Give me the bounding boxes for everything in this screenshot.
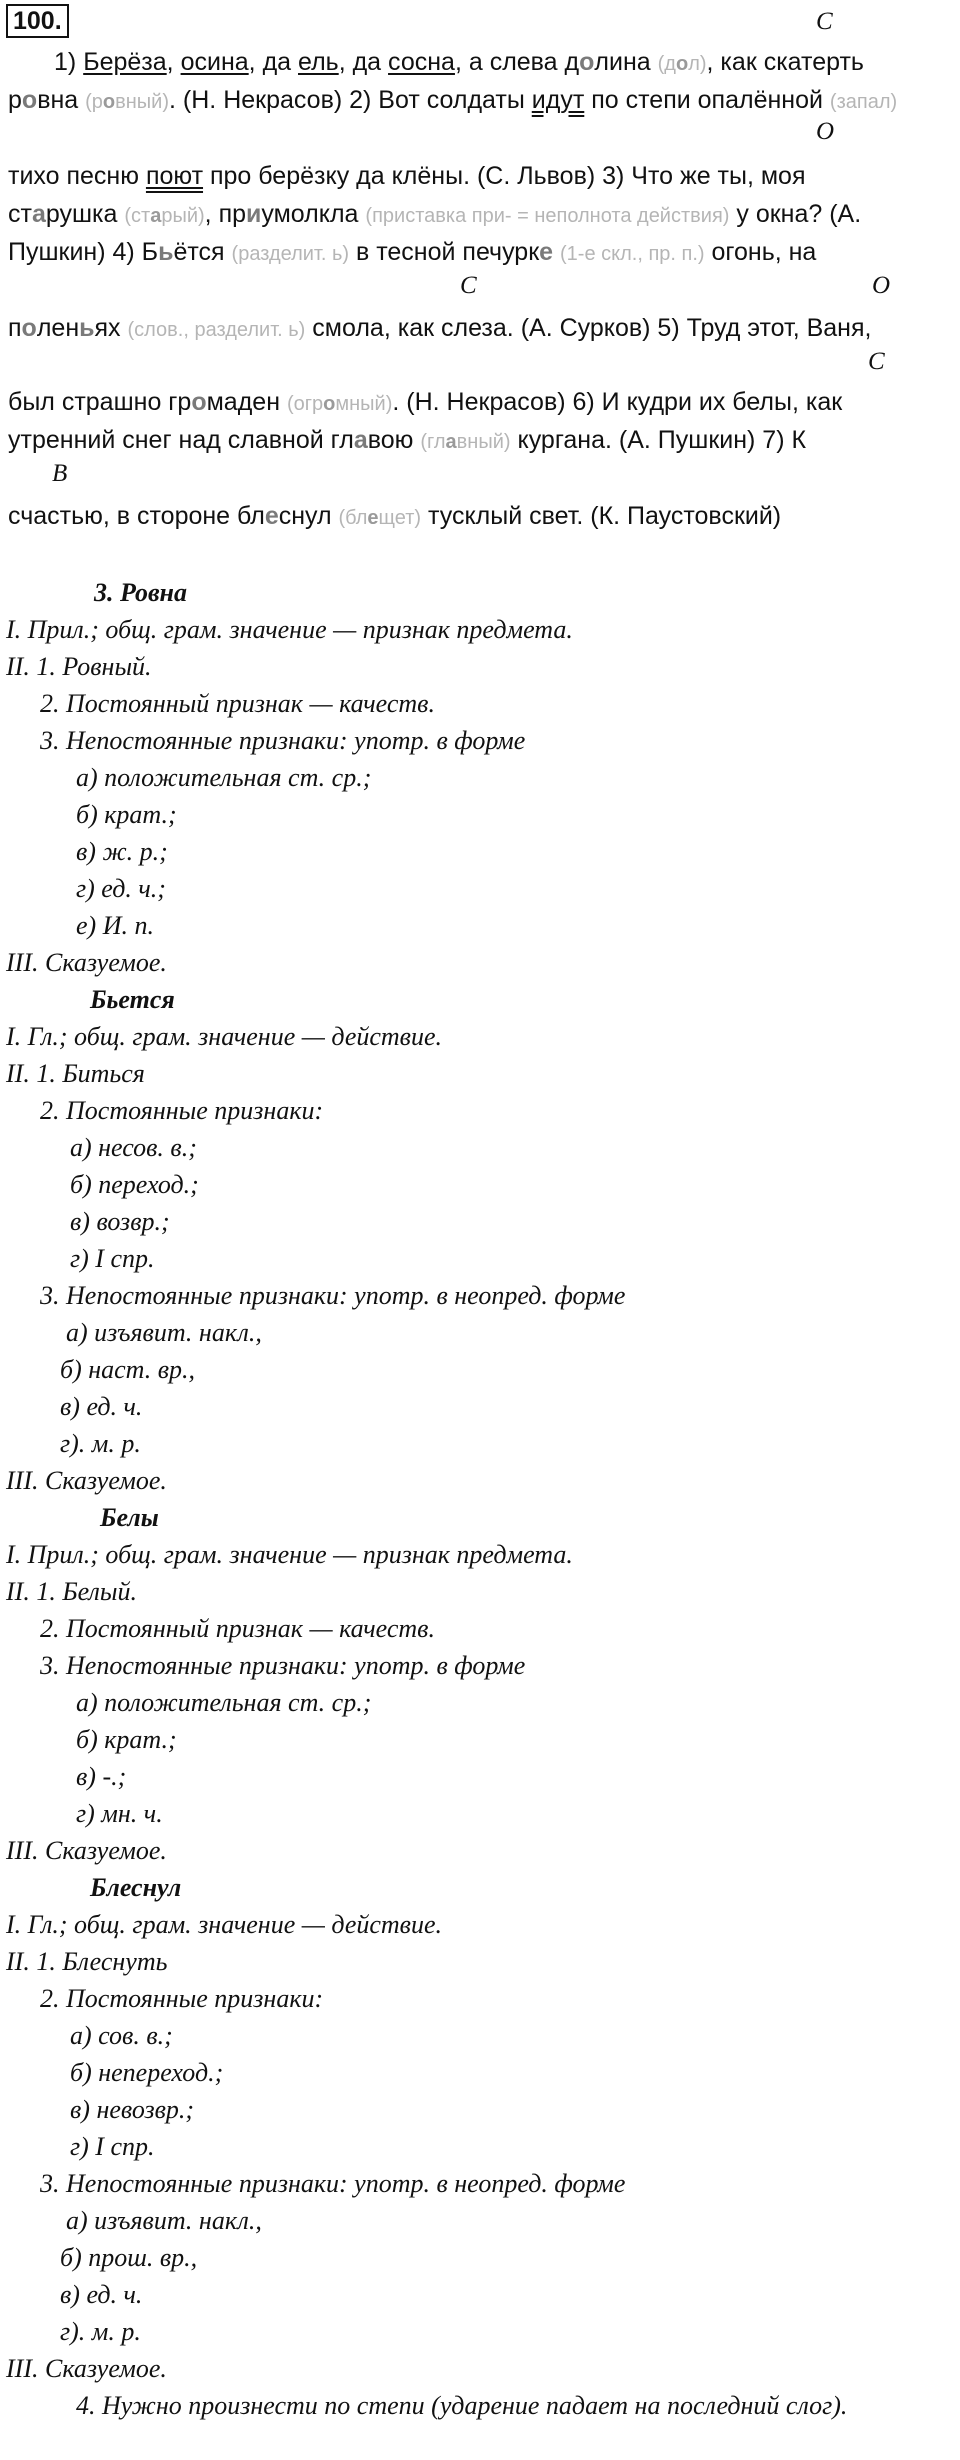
over-letter: С — [460, 272, 477, 299]
text-line: ровна (ровный). (Н. Некрасов) 2) Вот солдаты идут по степи опалённой (запал) — [8, 86, 898, 114]
analysis-line: 3. Непостоянные признаки: употр. в неопред. форме — [40, 1281, 626, 1310]
analysis-line: в) -.; — [76, 1762, 127, 1791]
analysis-line: а) положительная ст. ср.; — [76, 763, 372, 792]
analysis-line: б) непереход.; — [70, 2058, 224, 2087]
exercise-number: 100. — [6, 4, 69, 38]
analysis-heading: Блеснул — [90, 1873, 182, 1902]
over-letter: О — [872, 272, 891, 299]
analysis-line: в) ж. р.; — [76, 837, 168, 866]
analysis-line: г). м. р. — [60, 2317, 141, 2346]
text-line: 1) Берёза, осина, да ель, да сосна, а слева долина (дол), как скатерть — [54, 48, 864, 76]
analysis-line: а) положительная ст. ср.; — [76, 1688, 372, 1717]
analysis-line: 3. Непостоянные признаки: употр. в неопред. форме — [40, 2169, 626, 2198]
analysis-line: а) изъявит. накл., — [66, 1318, 262, 1347]
analysis-line: I. Прил.; общ. грам. значение — признак предмета. — [6, 615, 573, 644]
analysis-line: 3. Непостоянные признаки: употр. в форме — [40, 1651, 526, 1680]
analysis-line: III. Сказуемое. — [6, 1836, 167, 1865]
analysis-line: в) невозвр.; — [70, 2095, 195, 2124]
analysis-line: б) переход.; — [70, 1170, 199, 1199]
analysis-line: в) ед. ч. — [60, 2280, 143, 2309]
analysis-heading: 3. Ровна — [94, 578, 187, 607]
text-line: тихо песню поют про берёзку да клёны. (С. Львов) 3) Что же ты, моя — [8, 162, 806, 190]
analysis-line: III. Сказуемое. — [6, 2354, 167, 2383]
analysis-line: е) И. п. — [76, 911, 154, 940]
analysis-line: 2. Постоянные признаки: — [40, 1984, 324, 2013]
analysis-line: I. Гл.; общ. грам. значение — действие. — [6, 1022, 443, 1051]
analysis-line: г) I спр. — [70, 2132, 155, 2161]
analysis-line: а) несов. в.; — [70, 1133, 197, 1162]
over-letter: В — [52, 460, 68, 487]
text-line: утренний снег над славной главою (главный) кургана. (А. Пушкин) 7) К — [8, 426, 807, 454]
over-letter: С — [816, 8, 833, 35]
analysis-line: в) возвр.; — [70, 1207, 170, 1236]
analysis-line: б) наст. вр., — [60, 1355, 196, 1384]
analysis-line: в) ед. ч. — [60, 1392, 143, 1421]
text-line: поленьях (слов., разделит. ь) смола, как слеза. (А. Сурков) 5) Труд этот, Ваня, — [8, 314, 872, 342]
text-line: счастью, в стороне блеснул (блещет) тусклый свет. (К. Паустовский) — [8, 502, 782, 530]
analysis-line: г). м. р. — [60, 1429, 141, 1458]
analysis-line: II. 1. Биться — [6, 1059, 145, 1088]
analysis-line: б) крат.; — [76, 800, 177, 829]
analysis-line: г) мн. ч. — [76, 1799, 163, 1828]
analysis-line: I. Гл.; общ. грам. значение — действие. — [6, 1910, 443, 1939]
analysis-heading: Бьется — [90, 985, 175, 1014]
pronunciation-note: 4. Нужно произнести по степи (ударение падает на последний слог). — [76, 2391, 848, 2420]
analysis-line: б) крат.; — [76, 1725, 177, 1754]
analysis-line: а) изъявит. накл., — [66, 2206, 262, 2235]
text-line: Пушкин) 4) Бьётся (разделит. ь) в тесной печурке (1-е скл., пр. п.) огонь, на — [8, 238, 817, 266]
analysis-line: II. 1. Ровный. — [6, 652, 152, 681]
analysis-line: I. Прил.; общ. грам. значение — признак предмета. — [6, 1540, 573, 1569]
text-line: был страшно громаден (огромный). (Н. Некрасов) 6) И кудри их белы, как — [8, 388, 843, 416]
over-letter: С — [868, 348, 885, 375]
analysis-line: а) сов. в.; — [70, 2021, 173, 2050]
analysis-line: II. 1. Белый. — [6, 1577, 137, 1606]
text-line: старушка (старый), приумолкла (приставка при- = неполнота действия) у окна? (А. — [8, 200, 862, 228]
analysis-line: 2. Постоянный признак — качеств. — [40, 1614, 435, 1643]
analysis-line: 2. Постоянный признак — качеств. — [40, 689, 435, 718]
analysis-line: 2. Постоянные признаки: — [40, 1096, 324, 1125]
analysis-line: III. Сказуемое. — [6, 1466, 167, 1495]
analysis-line: г) ед. ч.; — [76, 874, 166, 903]
analysis-line: г) I спр. — [70, 1244, 155, 1273]
analysis-heading: Белы — [100, 1503, 159, 1532]
analysis-line: II. 1. Блеснуть — [6, 1947, 168, 1976]
over-letter: О — [816, 118, 835, 145]
analysis-line: III. Сказуемое. — [6, 948, 167, 977]
analysis-line: 3. Непостоянные признаки: употр. в форме — [40, 726, 526, 755]
analysis-line: б) прош. вр., — [60, 2243, 198, 2272]
